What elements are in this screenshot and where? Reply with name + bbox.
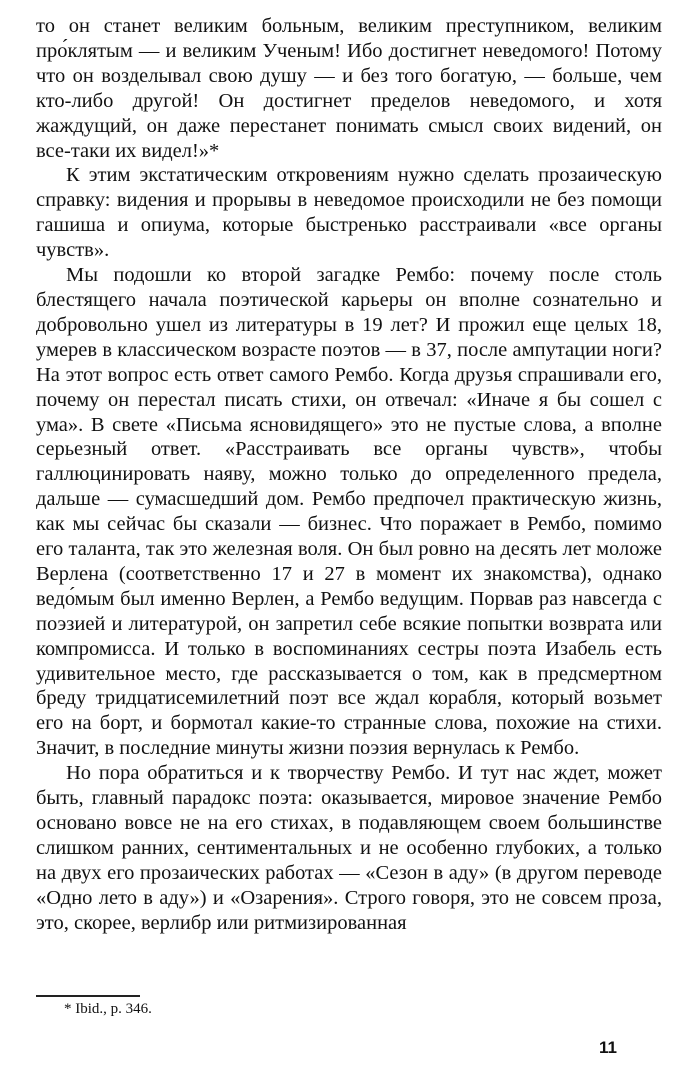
- footnote: * Ibid., p. 346.: [64, 1001, 152, 1017]
- paragraph-2: К этим экстатическим откровениям нужно сделать прозаическую справку: видения и прорывы в неведомое происходили не без помощи гашиша и опиума, которые быстренько расстраивали «все органы чувств».: [36, 164, 662, 262]
- paragraph-1: то он станет великим больным, великим преступником, великим про́клятым — и великим Ученым! Ибо достигнет неведомого! Потому что он возделывал свою душу — и без того богатую, — больше, чем кто-либо другой! Он достигнет пределов неведомого, и хотя жаждущий, он даже перестанет понимать смысл своих видений, он все-таки их видел!»*: [36, 15, 662, 162]
- paragraph-3: Мы подошли ко второй загадке Рембо: почему после столь блестящего начала поэтической карьеры он вполне сознательно и добровольно ушел из литературы в 19 лет? И прожил еще целых 18, умерев в классическом возрасте поэтов — в 37, после ампутации ноги? На этот вопрос есть ответ самого Рембо. Когда друзья спрашивали его, почему он перестал писать стихи, он отвечал: «Иначе я бы сошел с ума». В свете «Письма ясновидящего» это не пустые слова, а вполне серьезный ответ. «Расстраивать все органы чувств», чтобы галлюцинировать наяву, можно только до определенного предела, дальше — сумасшедший дом. Рембо предпочел практическую жизнь, как мы сейчас бы сказали — бизнес. Что поражает в Рембо, помимо его таланта, так это железная воля. Он был ровно на десять лет моложе Верлена (соответственно 17 и 27 в момент их знакомства), однако ведо́мым был именно Верлен, а Рембо ведущим. Порвав раз навсегда с поэзией и литературой, он запретил себе всякие попытки возврата или компромисса. И только в воспоминаниях сестры поэта Изабель есть удивительное место, где рассказывается о том, как в предсмертном бреду тридцатисемилетний поэт все ждал корабля, который возьмет его на борт, и бормотал какие-то странные слова, похожие на стихи. Значит, в последние минуты жизни поэзия вернулась к Рембо.: [36, 264, 662, 760]
- footnote-divider: [36, 995, 140, 997]
- paragraph-4: Но пора обратиться и к творчеству Рембо. И тут нас ждет, может быть, главный парадокс поэта: оказывается, мировое значение Рембо основано вовсе не на его стихах, в подавляющем своем большинстве слишком ранних, сентиментальных и не особенно глубоких, а только на двух его прозаических работах — «Сезон в аду» (в другом переводе «Одно лето в аду») и «Озарения». Строго говоря, это не совсем проза, это, скорее, верлибр или ритмизированная: [36, 762, 662, 934]
- page-number: 11: [599, 1038, 617, 1057]
- body-text: [36, 14, 662, 936]
